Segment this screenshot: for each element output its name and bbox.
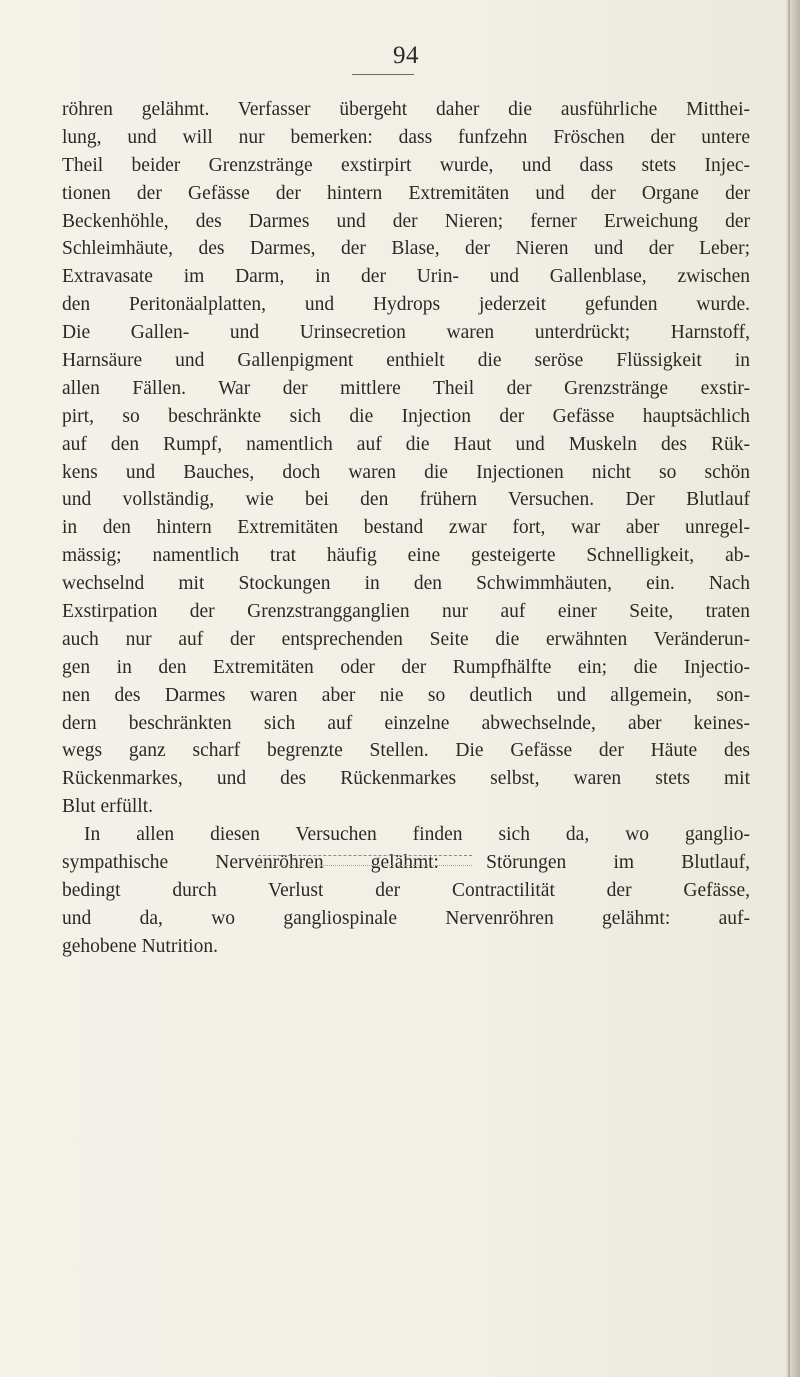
- text-line: und vollständig, wie bei den frühern Versuchen. Der Blutlauf: [62, 489, 750, 511]
- text-line: Extravasate im Darm, in der Urin- und Gallenblase, zwischen: [62, 266, 750, 288]
- text-line: Die Gallen- und Urinsecretion waren unterdrückt; Harnstoff,: [62, 322, 750, 344]
- text-line: bedingt durch Verlust der Contractilität der Gefässe,: [62, 879, 750, 901]
- text-line: In allen diesen Versuchen finden sich da, wo ganglio-: [84, 824, 750, 846]
- text-line: dern beschränkten sich auf einzelne abwechselnde, aber keines-: [62, 712, 750, 734]
- text-line: sympathische Nervenröhren gelähmt: Störungen im Blutlauf,: [62, 852, 750, 874]
- text-line: wechselnd mit Stockungen in den Schwimmhäuten, ein. Nach: [62, 573, 750, 595]
- text-line: in den hintern Extremitäten bestand zwar fort, war aber unregel-: [62, 517, 750, 539]
- text-line: Exstirpation der Grenzstrangganglien nur auf einer Seite, traten: [62, 601, 750, 623]
- page-edge-line: [788, 0, 790, 1377]
- text-line: Theil beider Grenzstränge exstirpirt wurde, und dass stets Injec-: [62, 154, 750, 176]
- body-text: [62, 96, 750, 961]
- text-line: Schleimhäute, des Darmes, der Blase, der Nieren und der Leber;: [62, 238, 750, 260]
- text-line: Blut erfüllt.: [62, 796, 153, 818]
- text-line: und da, wo gangliospinale Nervenröhren gelähmt: auf-: [62, 907, 750, 929]
- text-line: tionen der Gefässe der hintern Extremitäten und der Organe der: [62, 182, 750, 204]
- text-line: auf den Rumpf, namentlich auf die Haut und Muskeln des Rük-: [62, 433, 750, 455]
- page-number: 94: [393, 42, 419, 69]
- text-line: kens und Bauches, doch waren die Injectionen nicht so schön: [62, 461, 750, 483]
- text-line: lung, und will nur bemerken: dass funfzehn Fröschen der untere: [62, 126, 750, 148]
- text-line: Rückenmarkes, und des Rückenmarkes selbst, waren stets mit: [62, 768, 750, 790]
- text-line: auch nur auf der entsprechenden Seite die erwähnten Veränderun-: [62, 628, 750, 650]
- text-line: allen Fällen. War der mittlere Theil der Grenzstränge exstir-: [62, 377, 750, 399]
- end-rule-faint: [258, 865, 472, 866]
- paragraph-2: [62, 821, 750, 960]
- text-line: gen in den Extremitäten oder der Rumpfhälfte ein; die Injectio-: [62, 656, 750, 678]
- page-number-rule: [352, 74, 414, 75]
- paragraph-1: [62, 96, 750, 821]
- text-line: wegs ganz scharf begrenzte Stellen. Die Gefässe der Häute des: [62, 740, 750, 762]
- text-line: pirt, so beschränkte sich die Injection der Gefässe hauptsächlich: [62, 405, 750, 427]
- text-line: Harnsäure und Gallenpigment enthielt die seröse Flüssigkeit in: [62, 350, 750, 372]
- text-line: den Peritonäalplatten, und Hydrops jederzeit gefunden wurde.: [62, 294, 750, 316]
- text-line: mässig; namentlich trat häufig eine gesteigerte Schnelligkeit, ab-: [62, 545, 750, 567]
- text-line: gehobene Nutrition.: [62, 935, 218, 957]
- text-line: röhren gelähmt. Verfasser übergeht daher die ausführliche Mitthei-: [62, 99, 750, 120]
- text-line: nen des Darmes waren aber nie so deutlich und allgemein, son-: [62, 684, 750, 706]
- text-line: Beckenhöhle, des Darmes und der Nieren; ferner Erweichung der: [62, 210, 750, 232]
- end-rule: [258, 855, 472, 856]
